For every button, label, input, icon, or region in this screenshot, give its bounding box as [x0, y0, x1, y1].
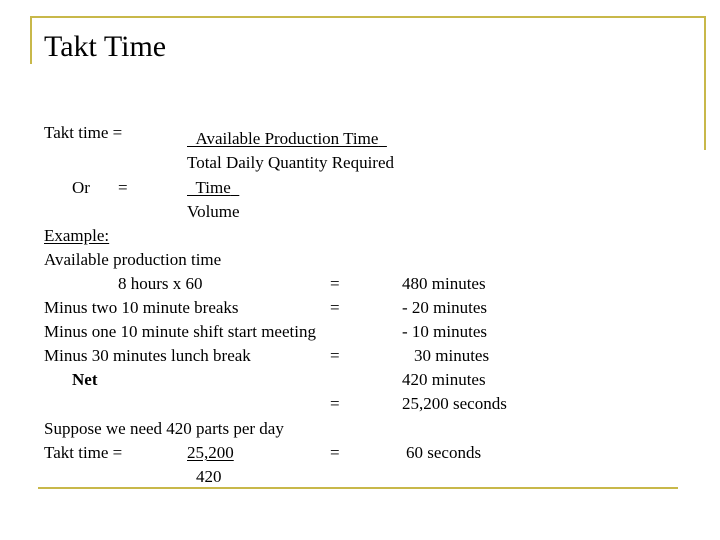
frame-left-line — [30, 16, 32, 64]
formula-lhs: Takt time = — [44, 123, 123, 142]
or-equals: = — [118, 178, 128, 197]
formula-denominator: Total Daily Quantity Required — [187, 153, 395, 172]
result-equals: = — [330, 443, 340, 462]
alt-numerator — [187, 177, 239, 199]
row-label: Minus 30 minutes lunch break — [44, 346, 251, 365]
result-value: 60 seconds — [406, 443, 482, 462]
net-label: Net — [72, 370, 98, 389]
frame-right-line — [704, 16, 706, 150]
row-value: 30 minutes — [414, 346, 490, 365]
row-value: - 20 minutes — [402, 298, 487, 317]
row-label: Minus one 10 minute shift start meeting — [44, 322, 316, 341]
formula-numerator — [187, 128, 387, 150]
row-equals: = — [330, 394, 340, 413]
result-numerator: 25,200 — [187, 443, 234, 462]
row-value: - 10 minutes — [402, 322, 487, 341]
example-heading: Example: — [44, 226, 110, 245]
formula-numerator-text: Available Production Time — [195, 129, 379, 148]
row-value: 480 minutes — [402, 274, 486, 293]
row-equals: = — [330, 298, 340, 317]
row-equals: = — [330, 346, 340, 365]
result-lhs: Takt time = — [44, 443, 123, 462]
result-denominator: 420 — [196, 467, 222, 486]
slide-title: Takt Time — [44, 30, 167, 63]
alt-denominator: Volume — [187, 202, 240, 221]
row-equals: = — [330, 274, 340, 293]
row-label: Minus two 10 minute breaks — [44, 298, 239, 317]
row-value: 25,200 seconds — [402, 394, 507, 413]
row-value: 420 minutes — [402, 370, 486, 389]
row-label: 8 hours x 60 — [118, 274, 203, 293]
or-label: Or — [72, 178, 90, 197]
suppose-text: Suppose we need 420 parts per day — [44, 419, 284, 438]
frame-bottom-line — [38, 487, 678, 489]
frame-top-line — [30, 16, 706, 18]
alt-numerator-text: Time — [195, 178, 231, 197]
example-intro: Available production time — [44, 250, 222, 269]
